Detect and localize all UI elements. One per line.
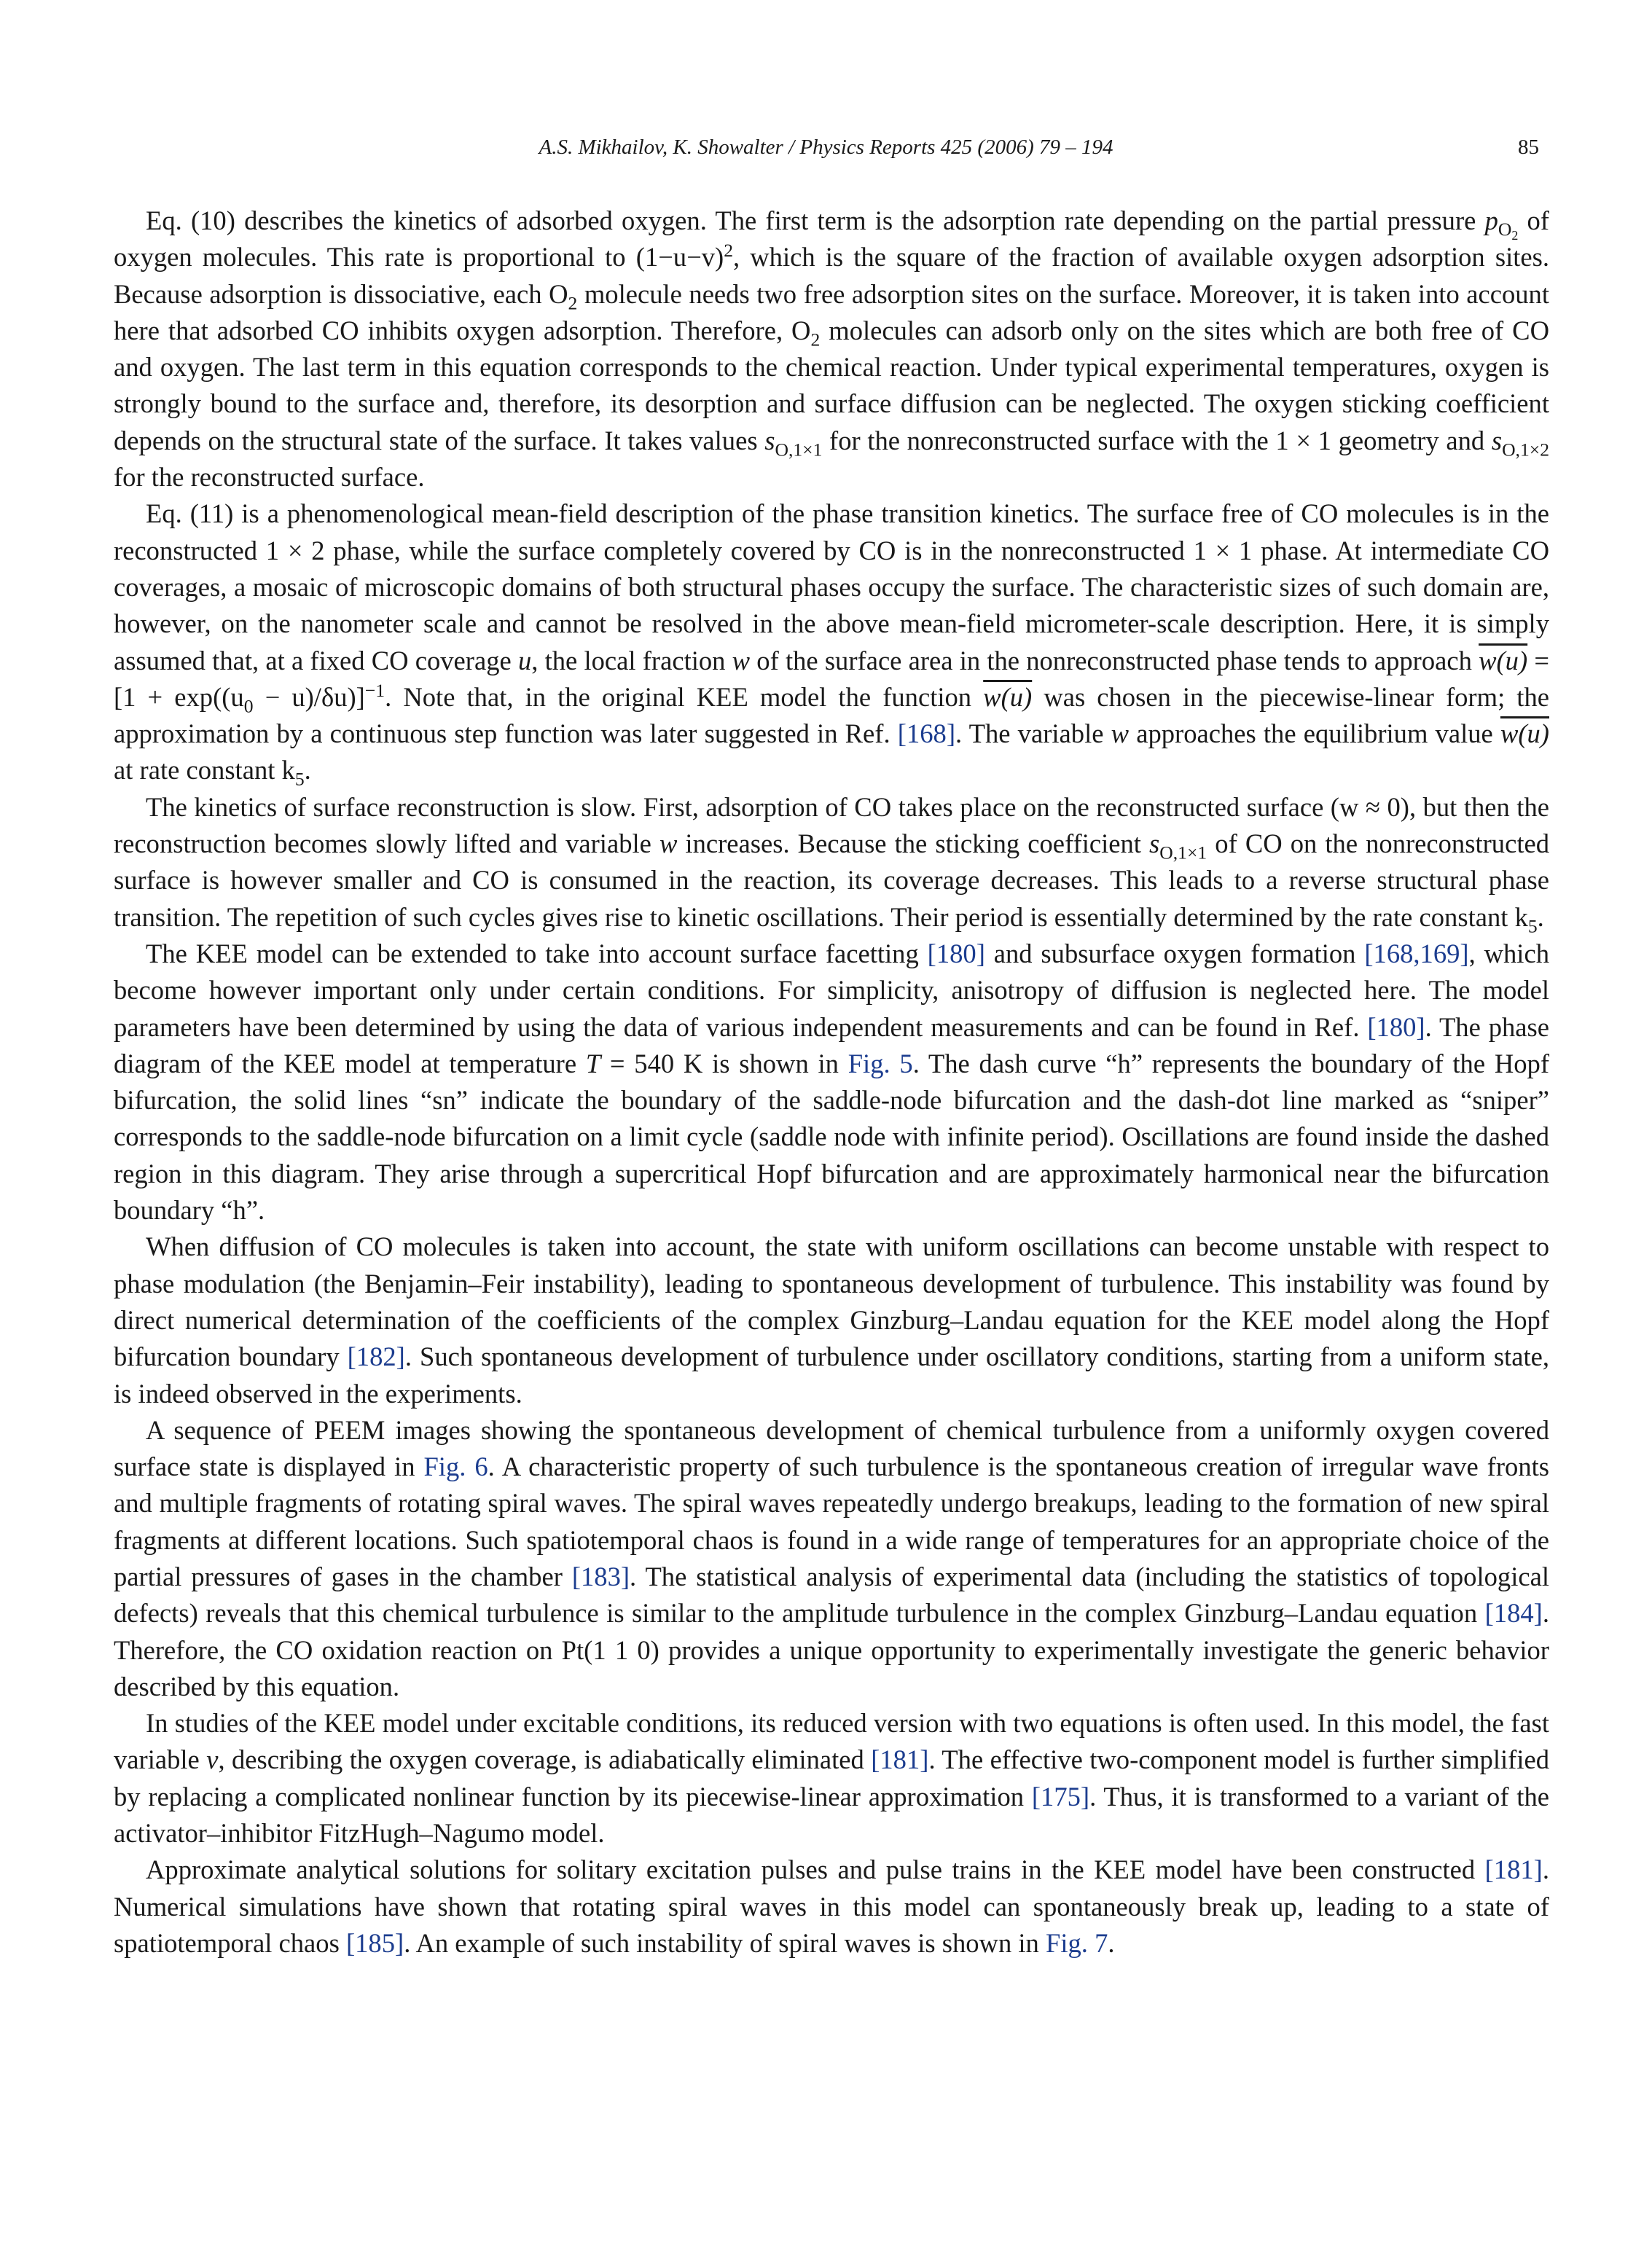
ref-175-link[interactable]: [175] [1031, 1781, 1090, 1812]
fig-6-link[interactable]: Fig. 6 [423, 1452, 488, 1482]
paragraph-6: A sequence of PEEM images showing the spontaneous development of chemical turbulence from a uniformly oxygen covered surface state is displayed in Fig. 6. A characteristic property of such turbulence is the spontaneous creation of irregular wave fronts and multiple fragments of rotating spiral waves. The spiral waves repeatedly undergo breakups, leading to the formation of new spiral fragments at different locations. Such spatiotemporal chaos is found in a wide range of temperatures for an appropriate choice of the partial pressures of gases in the chamber [183]. The statistical analysis of experimental data (including the statistics of topological defects) reveals that this chemical turbulence is similar to the amplitude turbulence in the complex Ginzburg–Landau equation [184]. Therefore, the CO oxidation reaction on Pt(1 1 0) provides a unique opportunity to experimentally investigate the generic behavior described by this equation. [114, 1414, 1550, 1701]
ref-180-link[interactable]: [180] [1367, 1011, 1425, 1042]
ref-181-link[interactable]: [181] [871, 1744, 929, 1775]
running-header [113, 136, 1539, 165]
article-body [114, 203, 1549, 1962]
ref-168-169-link[interactable]: [168,169] [1364, 938, 1469, 968]
journal-citation: A.S. Mikhailov, K. Showalter / Physics Reports 425 (2006) 79 – 194 [539, 136, 1113, 159]
ref-185-link[interactable]: [185] [345, 1927, 404, 1958]
ref-181-link[interactable]: [181] [1484, 1854, 1543, 1885]
paragraph-1: Eq. (10) describes the kinetics of adsorbed oxygen. The first term is the adsorption rate depending on the partial pressure $p_{O_2}$ of oxygen molecules. This rate is proportional to $(1-u-v)^2$, which is the square of the fraction of available oxygen adsorption sites. Because adsorption is dissociative, each $O_2$ molecule needs two free adsorption sites on the surface. Moreover, it is taken into account here that adsorbed CO inhibits oxygen adsorption. Therefore, $O_2$ molecules can adsorb only on the sites which are both free of CO and oxygen. The last term in this equation corresponds to the chemical reaction. Under typical experimental temperatures, oxygen is strongly bound to the surface and, therefore, its desorption and surface diffusion can be neglected. The oxygen sticking coefficient depends on the structural state of the surface. It takes values $s_{O,1\times 1}$ for the nonreconstructed surface with the 1 × 1 geometry and $s_{O,1\times 2}$ for the reconstructed surface. [114, 205, 1550, 493]
fig-7-link[interactable]: Fig. 7 [1046, 1927, 1108, 1958]
paragraph-4: The KEE model can be extended to take into account surface facetting [180] and subsurface oxygen formation [168,169], which become however important only under certain conditions. For simplicity, anisotropy of diffusion is neglected here. The model parameters have been determined by using the data of various independent measurements and can be found in Ref. [180]. The phase diagram of the KEE model at temperature T = 540 K is shown in Fig. 5. The dash curve “h” represents the boundary of the Hopf bifurcation, the solid lines “sn” indicate the boundary of the saddle-node bifurcation and the dash-dot line marked as “sniper” corresponds to the saddle-node bifurcation on a limit cycle (saddle node with infinite period). Oscillations are found inside the dashed region in this diagram. They arise through a supercritical Hopf bifurcation and are approximately harmonical near the bifurcation boundary “h”. [114, 938, 1550, 1226]
ref-168-link[interactable]: [168] [897, 718, 956, 749]
page-number: 85 [1518, 136, 1539, 159]
ref-182-link[interactable]: [182] [347, 1342, 405, 1372]
ref-184-link[interactable]: [184] [1484, 1598, 1543, 1629]
paragraph-2: Eq. (11) is a phenomenological mean-field description of the phase transition kinetics. The surface free of CO molecules is in the reconstructed 1 × 2 phase, while the surface completely covered by CO is in the nonreconstructed 1 × 1 phase. At intermediate CO coverages, a mosaic of microscopic domains of both structural phases occupy the surface. The characteristic sizes of such domain are, however, on the nanometer scale and cannot be resolved in the above mean-field micrometer-scale description. Here, it is simply assumed that, at a fixed CO coverage u, the local fraction w of the surface area in the nonreconstructed phase tends to approach $w(u) = [1 + \exp((u_0 - u)/\delta u)]^{-1}$. Note that, in the original KEE model the function w(u) was chosen in the piecewise-linear form; the approximation by a continuous step function was later suggested in Ref. [168]. The variable w approaches the equilibrium value w(u) at rate constant $k_5$. [114, 498, 1549, 790]
fig-5-link[interactable]: Fig. 5 [847, 1048, 913, 1078]
paragraph-3: The kinetics of surface reconstruction is slow. First, adsorption of CO takes place on the reconstructed surface (w ≈ 0), but then the reconstruction becomes slowly lifted and variable w increases. Because the sticking coefficient $s_{O,1\times 1}$ of CO on the nonreconstructed surface is however smaller and CO is consumed in the reaction, its coverage decreases. This leads to a reverse structural phase transition. The repetition of such cycles gives rise to kinetic oscillations. Their period is essentially determined by the rate constant $k_5$. [114, 791, 1549, 936]
ref-183-link[interactable]: [183] [571, 1561, 630, 1591]
ref-180-link[interactable]: [180] [927, 938, 985, 968]
paragraph-7: In studies of the KEE model under excitable conditions, its reduced version with two equations is often used. In this model, the fast variable v, describing the oxygen coverage, is adiabatically eliminated [181]. The effective two-component model is further simplified by replacing a complicated nonlinear function by its piecewise-linear approximation [175]. Thus, it is transformed to a variant of the activator–inhibitor FitzHugh–Nagumo model. [114, 1708, 1550, 1849]
paragraph-8: Approximate analytical solutions for solitary excitation pulses and pulse trains in the KEE model have been constructed [181]. Numerical simulations have shown that rotating spiral waves in this model can spontaneously break up, leading to a state of spatiotemporal chaos [185]. An example of such instability of spiral waves is shown in Fig. 7. [114, 1854, 1549, 1958]
paragraph-5: When diffusion of CO molecules is taken into account, the state with uniform oscillations can become unstable with respect to phase modulation (the Benjamin–Feir instability), leading to spontaneous development of turbulence. This instability was found by direct numerical determination of the coefficients of the complex Ginzburg–Landau equation for the KEE model along the Hopf bifurcation boundary [182]. Such spontaneous development of turbulence under oscillatory conditions, starting from a uniform state, is indeed observed in the experiments. [114, 1231, 1549, 1409]
